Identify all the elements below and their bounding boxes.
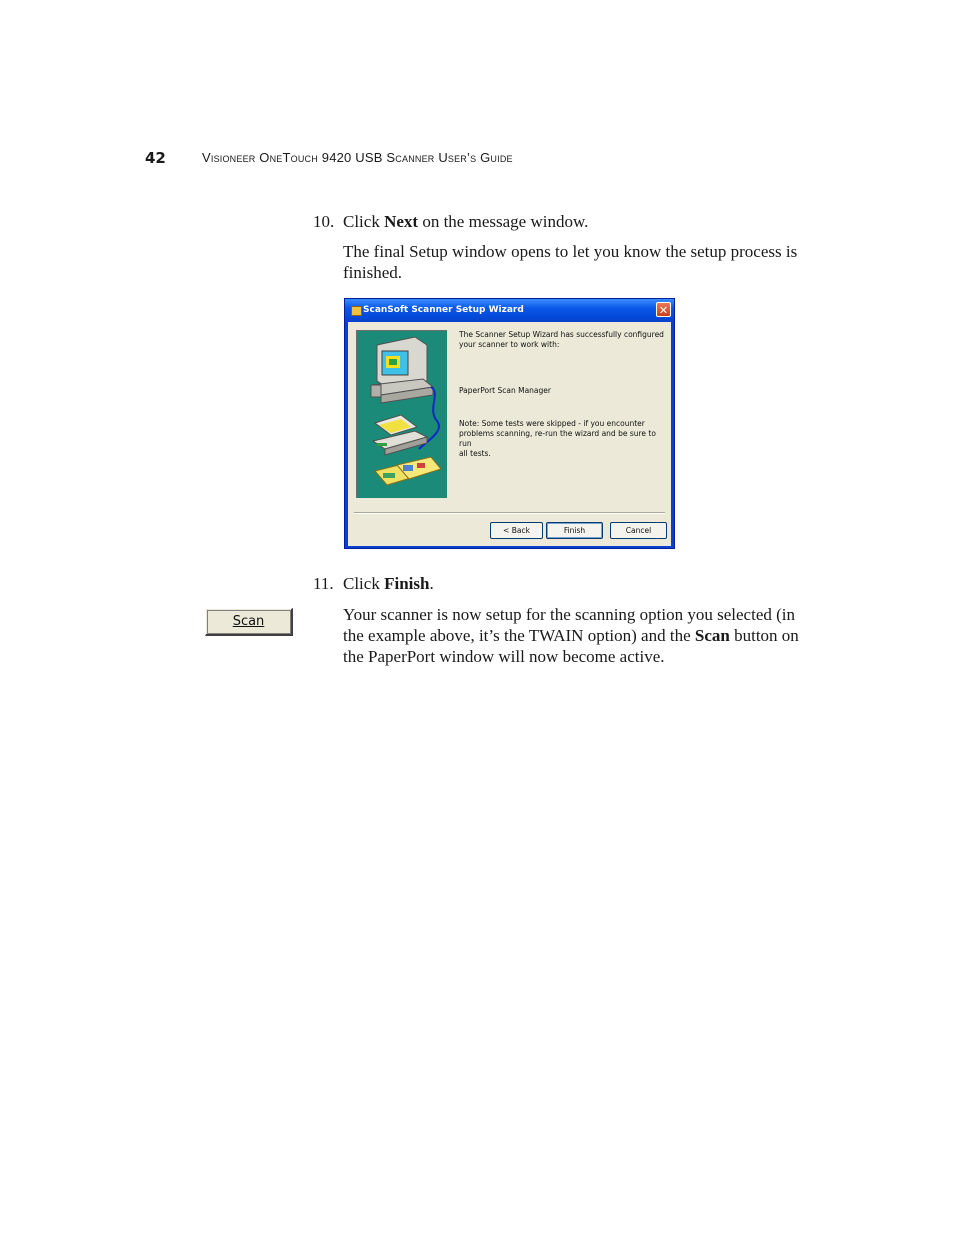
finish-button[interactable]: Finish — [546, 522, 603, 539]
success-message — [459, 330, 664, 350]
step-bold-term: Finish — [384, 574, 430, 593]
scan-button-illustration — [205, 608, 293, 636]
step-10-description — [343, 241, 813, 283]
step-number: 11. — [313, 574, 334, 593]
computer-scanner-icon — [357, 331, 447, 498]
step-11-description — [343, 604, 813, 667]
step-text: Click — [343, 212, 385, 231]
paragraph-text: the example above, it’s the TWAIN option) and the — [343, 626, 695, 645]
dialog-client-area — [348, 322, 671, 546]
message-line: The Scanner Setup Wizard has successfully configured — [459, 330, 664, 339]
paragraph-line — [343, 625, 813, 646]
running-head: Visioneer OneTouch 9420 USB Scanner User’s Guide — [202, 150, 513, 165]
step-11 — [313, 573, 434, 594]
step-bold-term: Next — [384, 212, 419, 231]
message-line: your scanner to work with: — [459, 340, 560, 349]
page-number: 42 — [145, 149, 166, 167]
paragraph-line: finished. — [343, 263, 403, 282]
paragraph-bold-term: Scan — [694, 626, 730, 645]
message-line: problems scanning, re-run the wizard and be sure to run — [459, 429, 656, 448]
page-header — [0, 148, 954, 168]
button-separator — [354, 512, 665, 514]
dialog-titlebar[interactable] — [345, 299, 674, 322]
paragraph-line: The final Setup window opens to let you know the setup process is — [343, 242, 798, 261]
step-10 — [313, 211, 588, 232]
app-icon — [351, 306, 362, 316]
paragraph-text: button on — [729, 626, 799, 645]
skipped-tests-note — [459, 419, 664, 459]
cancel-button[interactable]: Cancel — [610, 522, 667, 539]
message-line: Note: Some tests were skipped - if you encounter — [459, 419, 645, 428]
close-button[interactable]: ✕ — [656, 302, 671, 317]
dialog-title: ScanSoft Scanner Setup Wizard — [363, 305, 524, 315]
scan-button-label: Scan — [232, 614, 265, 629]
step-text: on the message window. — [418, 212, 589, 231]
step-text: . — [429, 574, 434, 593]
back-button[interactable]: < Back — [490, 522, 543, 539]
paragraph-line: Your scanner is now setup for the scanning option you selected (in — [343, 605, 795, 624]
step-text: Click — [343, 574, 385, 593]
setup-wizard-dialog — [344, 298, 675, 549]
paragraph-line: the PaperPort window will now become active. — [343, 647, 665, 666]
message-line: all tests. — [459, 449, 491, 458]
computer-scanner-illustration — [356, 330, 447, 498]
configured-app-name: PaperPort Scan Manager — [459, 386, 551, 395]
step-number: 10. — [313, 212, 335, 231]
